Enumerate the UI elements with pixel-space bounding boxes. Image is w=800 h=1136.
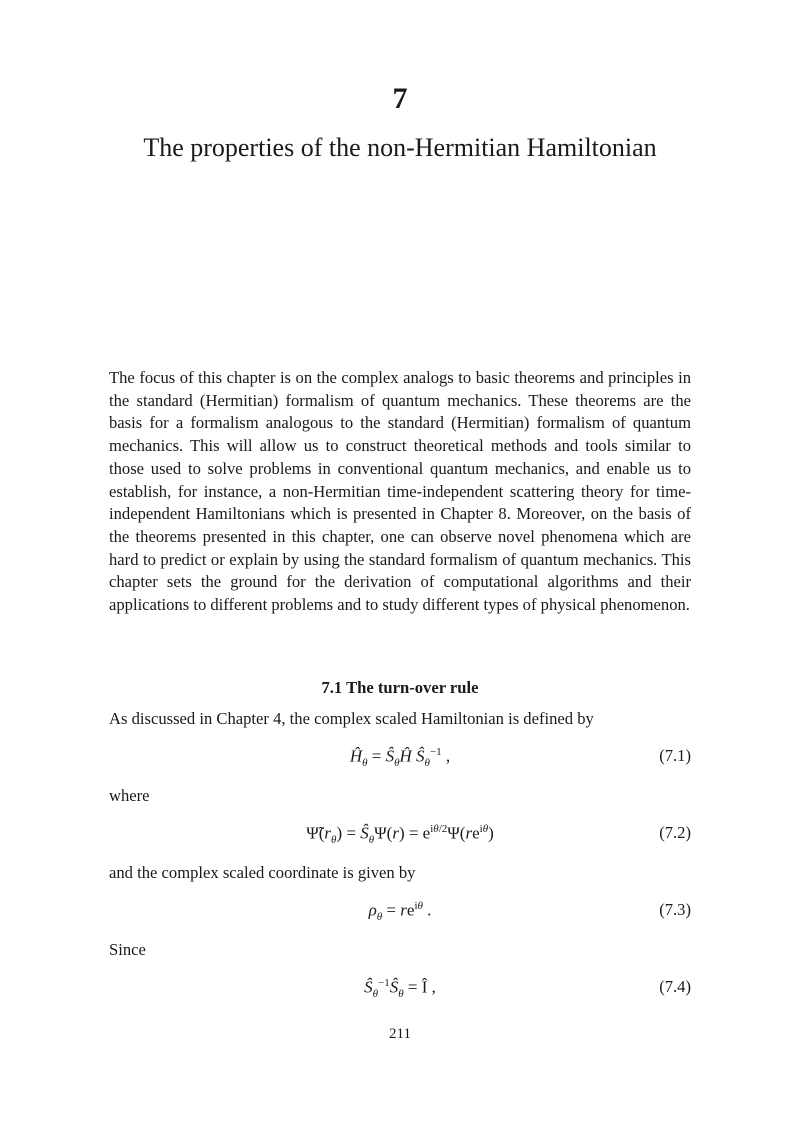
page-number: 211: [389, 1026, 411, 1042]
equation-7-3: [109, 900, 691, 926]
chapter-title: The properties of the non-Hermitian Hamiltonian: [143, 133, 657, 162]
equation-number: (7.4): [659, 977, 691, 996]
equation-7-2: [109, 823, 691, 849]
equation-7-2-body: $\Psĩ(r_\theta)$ = $Ŝ_\theta\Psi(r) = e^{i\theta/2}\Psi(re^{i\theta})$: [306, 823, 494, 847]
coordinate-text: and the complex scaled coordinate is given by: [109, 863, 416, 882]
intro-paragraph: The focus of this chapter is on the complex analogs to basic theorems and principles in the standard (Hermitian) formalism of quantum mechanics. These theorems are the basis for a formalism analogous to the standard (Hermitian) formalism of quantum mechanics. This will allow us to construct theoretical methods and tools similar to those used to solve problems in conventional quantum mechanics, and enable us to establish, for instance, a non-Hermitian time-independent scattering theory for time-independent Hamiltonians which is presented in Chapter 8. Moreover, on the basis of the theorems presented in this chapter, one can observe novel phenomena which are hard to predict or explain by using the standard formalism of quantum mechanics. This chapter sets the ground for the derivation of computational algorithms and their applications to different problems and to study different types of physical phenomenon.: [109, 368, 691, 615]
equation-number: (7.3): [659, 900, 691, 919]
since-text: Since: [109, 940, 146, 959]
section-heading: 7.1 The turn-over rule: [321, 678, 479, 697]
where-text: where: [109, 786, 150, 805]
equation-7-1-body: $Ĥ_\theta$ = $Ŝ_\theta Ĥ$ $Ŝ_\theta^{-1}$ ,: [349, 746, 451, 770]
equation-7-1: [109, 746, 691, 772]
equation-7-4-body: $Ŝ_\theta^{-1}Ŝ_\theta$ = Î ,: [364, 977, 436, 1001]
equation-number: (7.1): [659, 746, 691, 765]
equation-7-4: [109, 977, 691, 1003]
equation-7-3-body: $\rho_\theta = re^{i\theta}$ .: [368, 900, 432, 924]
section-lead-text: As discussed in Chapter 4, the complex scaled Hamiltonian is defined by: [109, 709, 594, 728]
equation-number: (7.2): [659, 823, 691, 842]
chapter-number: 7: [392, 82, 408, 115]
